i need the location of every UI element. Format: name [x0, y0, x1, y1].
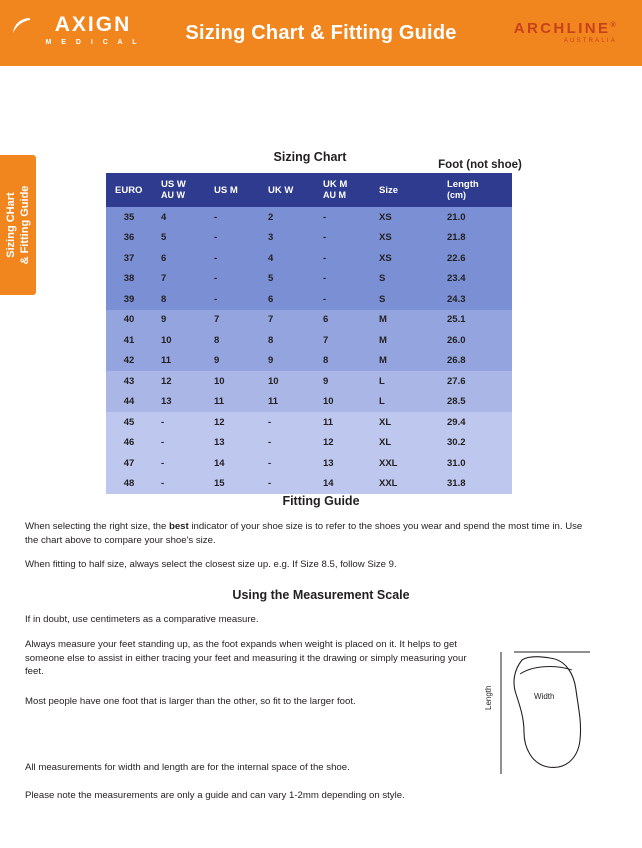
cell-uk-m: 10 — [314, 392, 370, 413]
table-row — [106, 474, 512, 495]
cell-uk-w: 6 — [259, 289, 314, 310]
cell-uk-m: - — [314, 207, 370, 228]
cell-length: 22.6 — [438, 248, 512, 269]
cell-us-w: 4 — [152, 207, 205, 228]
cell-size: S — [370, 269, 438, 290]
cell-us-w: 9 — [152, 310, 205, 331]
cell-us-w: - — [152, 412, 205, 433]
swoosh-icon — [12, 16, 32, 36]
cell-length: 25.1 — [438, 310, 512, 331]
cell-uk-m: - — [314, 289, 370, 310]
cell-uk-m: 14 — [314, 474, 370, 495]
cell-uk-w: 9 — [259, 351, 314, 372]
cell-us-m: 13 — [205, 433, 259, 454]
cell-us-m: - — [205, 289, 259, 310]
col-uk-w: UK W — [259, 173, 314, 207]
cell-size: M — [370, 310, 438, 331]
cell-euro: 37 — [106, 248, 152, 269]
registered-icon: ® — [610, 22, 618, 29]
cell-size: XS — [370, 228, 438, 249]
cell-us-w: 10 — [152, 330, 205, 351]
cell-length: 26.8 — [438, 351, 512, 372]
table-row — [106, 289, 512, 310]
cell-us-m: 8 — [205, 330, 259, 351]
side-tab-label — [4, 186, 32, 265]
cell-us-m: 12 — [205, 412, 259, 433]
cell-length: 24.3 — [438, 289, 512, 310]
fitting-para1-a: When selecting the right size, the — [25, 521, 169, 532]
measurement-para-1: If in doubt, use centimeters as a comparative measure. — [25, 614, 259, 625]
cell-uk-m: - — [314, 269, 370, 290]
axign-logo — [28, 14, 158, 46]
col-us-w: US W AU W — [152, 173, 205, 207]
fitting-guide-title: Fitting Guide — [282, 494, 360, 508]
fitting-para1-b: indicator of your shoe size is to refer to the shoes you wear and spend the most time in. Use the chart above to compare your shoe's size. — [25, 521, 583, 546]
cell-uk-m: 12 — [314, 433, 370, 454]
cell-uk-m: 6 — [314, 310, 370, 331]
table-row — [106, 228, 512, 249]
foot-outline-icon — [492, 648, 604, 778]
table-row — [106, 207, 512, 228]
cell-uk-w: - — [259, 433, 314, 454]
col-euro: EURO — [106, 173, 152, 207]
cell-size: XL — [370, 433, 438, 454]
axign-logo-text: AXIGN — [54, 13, 132, 36]
cell-uk-w: 7 — [259, 310, 314, 331]
table-header-row — [106, 173, 512, 207]
cell-us-m: 9 — [205, 351, 259, 372]
fitting-guide-para-2: When fitting to half size, always select the closest size up. e.g. If Size 8.5, follow Size 9. — [25, 559, 397, 570]
archline-logo-text: ARCHLINE® — [513, 20, 618, 37]
sizing-chart-title: Sizing Chart — [273, 150, 347, 164]
side-tab-line1: Sizing CHart — [5, 192, 17, 258]
cell-uk-w: 5 — [259, 269, 314, 290]
cell-us-w: 5 — [152, 228, 205, 249]
col-length: Length (cm) — [438, 173, 512, 207]
cell-uk-w: 2 — [259, 207, 314, 228]
cell-us-w: 11 — [152, 351, 205, 372]
cell-length: 30.2 — [438, 433, 512, 454]
cell-size: S — [370, 289, 438, 310]
table-row — [106, 371, 512, 392]
cell-size: M — [370, 330, 438, 351]
cell-uk-w: - — [259, 474, 314, 495]
table-row — [106, 310, 512, 331]
measurement-scale-title: Using the Measurement Scale — [232, 588, 410, 602]
cell-euro: 41 — [106, 330, 152, 351]
sizing-chart-table — [106, 173, 512, 494]
cell-uk-m: 11 — [314, 412, 370, 433]
cell-us-m: 14 — [205, 453, 259, 474]
cell-euro: 38 — [106, 269, 152, 290]
cell-length: 23.4 — [438, 269, 512, 290]
cell-uk-w: 8 — [259, 330, 314, 351]
cell-size: L — [370, 392, 438, 413]
cell-uk-w: 11 — [259, 392, 314, 413]
cell-size: XXL — [370, 453, 438, 474]
table-row — [106, 351, 512, 372]
side-tab-sizing-chart — [0, 155, 36, 295]
cell-length: 26.0 — [438, 330, 512, 351]
page-header — [0, 0, 642, 66]
cell-size: L — [370, 371, 438, 392]
fitting-guide-para-1 — [25, 520, 595, 547]
cell-us-m: 15 — [205, 474, 259, 495]
cell-euro: 45 — [106, 412, 152, 433]
page-title: Sizing Chart & Fitting Guide — [185, 22, 457, 44]
table-row — [106, 433, 512, 454]
cell-length: 31.8 — [438, 474, 512, 495]
cell-size: XS — [370, 207, 438, 228]
cell-us-m: - — [205, 228, 259, 249]
cell-us-m: 10 — [205, 371, 259, 392]
cell-uk-w: 10 — [259, 371, 314, 392]
cell-uk-m: 9 — [314, 371, 370, 392]
cell-length: 31.0 — [438, 453, 512, 474]
cell-euro: 46 — [106, 433, 152, 454]
fitting-para1-bold: best — [168, 521, 189, 532]
cell-us-w: 6 — [152, 248, 205, 269]
cell-us-w: 8 — [152, 289, 205, 310]
cell-uk-w: - — [259, 453, 314, 474]
cell-euro: 44 — [106, 392, 152, 413]
cell-euro: 43 — [106, 371, 152, 392]
cell-us-w: 12 — [152, 371, 205, 392]
col-size: Size — [370, 173, 438, 207]
col-uk-m: UK M AU M — [314, 173, 370, 207]
foot-measurement-diagram — [484, 648, 604, 778]
length-label: Length — [484, 685, 493, 710]
cell-uk-m: 13 — [314, 453, 370, 474]
cell-us-w: 13 — [152, 392, 205, 413]
cell-euro: 40 — [106, 310, 152, 331]
table-row — [106, 248, 512, 269]
cell-us-m: 11 — [205, 392, 259, 413]
cell-size: XS — [370, 248, 438, 269]
measurement-para-5: Please note the measurements are only a guide and can vary 1-2mm depending on style. — [25, 790, 405, 801]
cell-euro: 39 — [106, 289, 152, 310]
cell-length: 28.5 — [438, 392, 512, 413]
measurement-para-2: Always measure your feet standing up, as the foot expands when weight is placed on it. It helps to get someone else to assist in either tracing your feet and measuring it the drawing or simply measuring your feet. — [25, 639, 467, 677]
archline-logo — [514, 18, 618, 44]
cell-length: 21.0 — [438, 207, 512, 228]
cell-length: 29.4 — [438, 412, 512, 433]
cell-us-w: - — [152, 453, 205, 474]
side-tab-line2: & Fitting Guide — [19, 185, 31, 265]
cell-size: M — [370, 351, 438, 372]
cell-uk-m: - — [314, 248, 370, 269]
cell-uk-w: 4 — [259, 248, 314, 269]
cell-us-m: - — [205, 269, 259, 290]
table-row — [106, 330, 512, 351]
axign-logo-subtext: M E D I C A L — [45, 39, 141, 46]
foot-not-shoe-label: Foot (not shoe) — [438, 159, 522, 171]
cell-us-m: - — [205, 248, 259, 269]
cell-us-m: 7 — [205, 310, 259, 331]
cell-size: XL — [370, 412, 438, 433]
archline-logo-subtext: AUSTRALIA — [563, 38, 617, 44]
cell-uk-m: - — [314, 228, 370, 249]
col-us-m: US M — [205, 173, 259, 207]
cell-us-w: - — [152, 474, 205, 495]
cell-uk-w: 3 — [259, 228, 314, 249]
table-row — [106, 269, 512, 290]
cell-us-w: - — [152, 433, 205, 454]
cell-us-m: - — [205, 207, 259, 228]
cell-euro: 48 — [106, 474, 152, 495]
table-row — [106, 453, 512, 474]
cell-length: 27.6 — [438, 371, 512, 392]
cell-size: XXL — [370, 474, 438, 495]
width-label: Width — [534, 692, 555, 701]
cell-uk-m: 7 — [314, 330, 370, 351]
cell-length: 21.8 — [438, 228, 512, 249]
table-row — [106, 392, 512, 413]
cell-us-w: 7 — [152, 269, 205, 290]
cell-uk-m: 8 — [314, 351, 370, 372]
cell-uk-w: - — [259, 412, 314, 433]
measurement-para-4: All measurements for width and length are for the internal space of the shoe. — [25, 762, 350, 773]
cell-euro: 47 — [106, 453, 152, 474]
cell-euro: 36 — [106, 228, 152, 249]
measurement-para-3: Most people have one foot that is larger than the other, so fit to the larger foot. — [25, 696, 356, 707]
cell-euro: 35 — [106, 207, 152, 228]
table-row — [106, 412, 512, 433]
cell-euro: 42 — [106, 351, 152, 372]
